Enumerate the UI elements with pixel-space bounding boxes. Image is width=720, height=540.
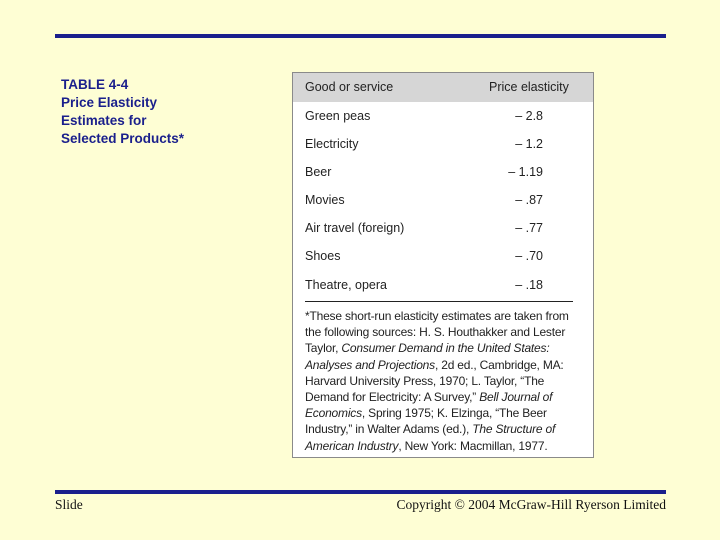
table-row	[293, 193, 593, 213]
row-name: Air travel (foreign)	[305, 221, 405, 235]
table-row	[293, 249, 593, 269]
footnote-divider	[305, 301, 573, 302]
footnote	[305, 308, 587, 454]
header-good-or-service: Good or service	[305, 80, 394, 94]
footnote-text-2: , 2d ed., Cambridge, MA: Harvard University Press, 1970; L. Taylor, “The Demand for Electricity: A Survey,”	[305, 357, 564, 405]
table-row	[293, 137, 593, 157]
row-value: – .77	[515, 221, 543, 235]
row-value: – .70	[515, 249, 543, 263]
row-value: – 1.2	[515, 137, 543, 151]
footnote-italic-1: Consumer Demand in the United States: Analyses and Projections	[305, 341, 550, 372]
row-value: – .87	[515, 193, 543, 207]
footnote-italic-3: The Structure of American Industry	[305, 422, 556, 453]
bottom-rule	[55, 490, 666, 494]
footnote-text-3: , Spring 1975; K. Elzinga, “The Beer Industry,” in Walter Adams (ed.),	[305, 406, 547, 437]
elasticity-table	[292, 72, 594, 458]
table-title	[61, 76, 184, 148]
table-row	[293, 109, 593, 129]
top-rule	[55, 34, 666, 38]
copyright-notice: Copyright © 2004 McGraw-Hill Ryerson Limited	[396, 497, 666, 512]
title-line-2: Price Elasticity	[61, 95, 158, 110]
row-name: Theatre, opera	[305, 278, 387, 292]
row-name: Electricity	[305, 137, 359, 151]
slide-label: Slide	[55, 497, 83, 512]
row-value: – 1.19	[508, 165, 543, 179]
row-name: Green peas	[305, 109, 371, 123]
title-line-4: Selected Products*	[61, 131, 185, 146]
table-row	[293, 165, 593, 185]
table-row	[293, 278, 593, 298]
row-value: – .18	[515, 278, 543, 292]
title-line-3: Estimates for	[61, 113, 147, 128]
table-row	[293, 221, 593, 241]
row-value: – 2.8	[515, 109, 543, 123]
title-line-1: TABLE 4-4	[61, 77, 129, 92]
footnote-text-4: , New York: Macmillan, 1977.	[398, 438, 548, 453]
table-header	[293, 73, 593, 102]
footnote-text-1: *These short-run elasticity estimates are taken from the following sources: H. S. Houthakker and Lester Taylor,	[305, 309, 569, 356]
row-name: Movies	[305, 193, 345, 207]
row-name: Shoes	[305, 249, 341, 263]
header-price-elasticity: Price elasticity	[489, 80, 569, 94]
row-name: Beer	[305, 165, 332, 179]
footnote-italic-2: Bell Journal of Economics	[305, 390, 553, 421]
